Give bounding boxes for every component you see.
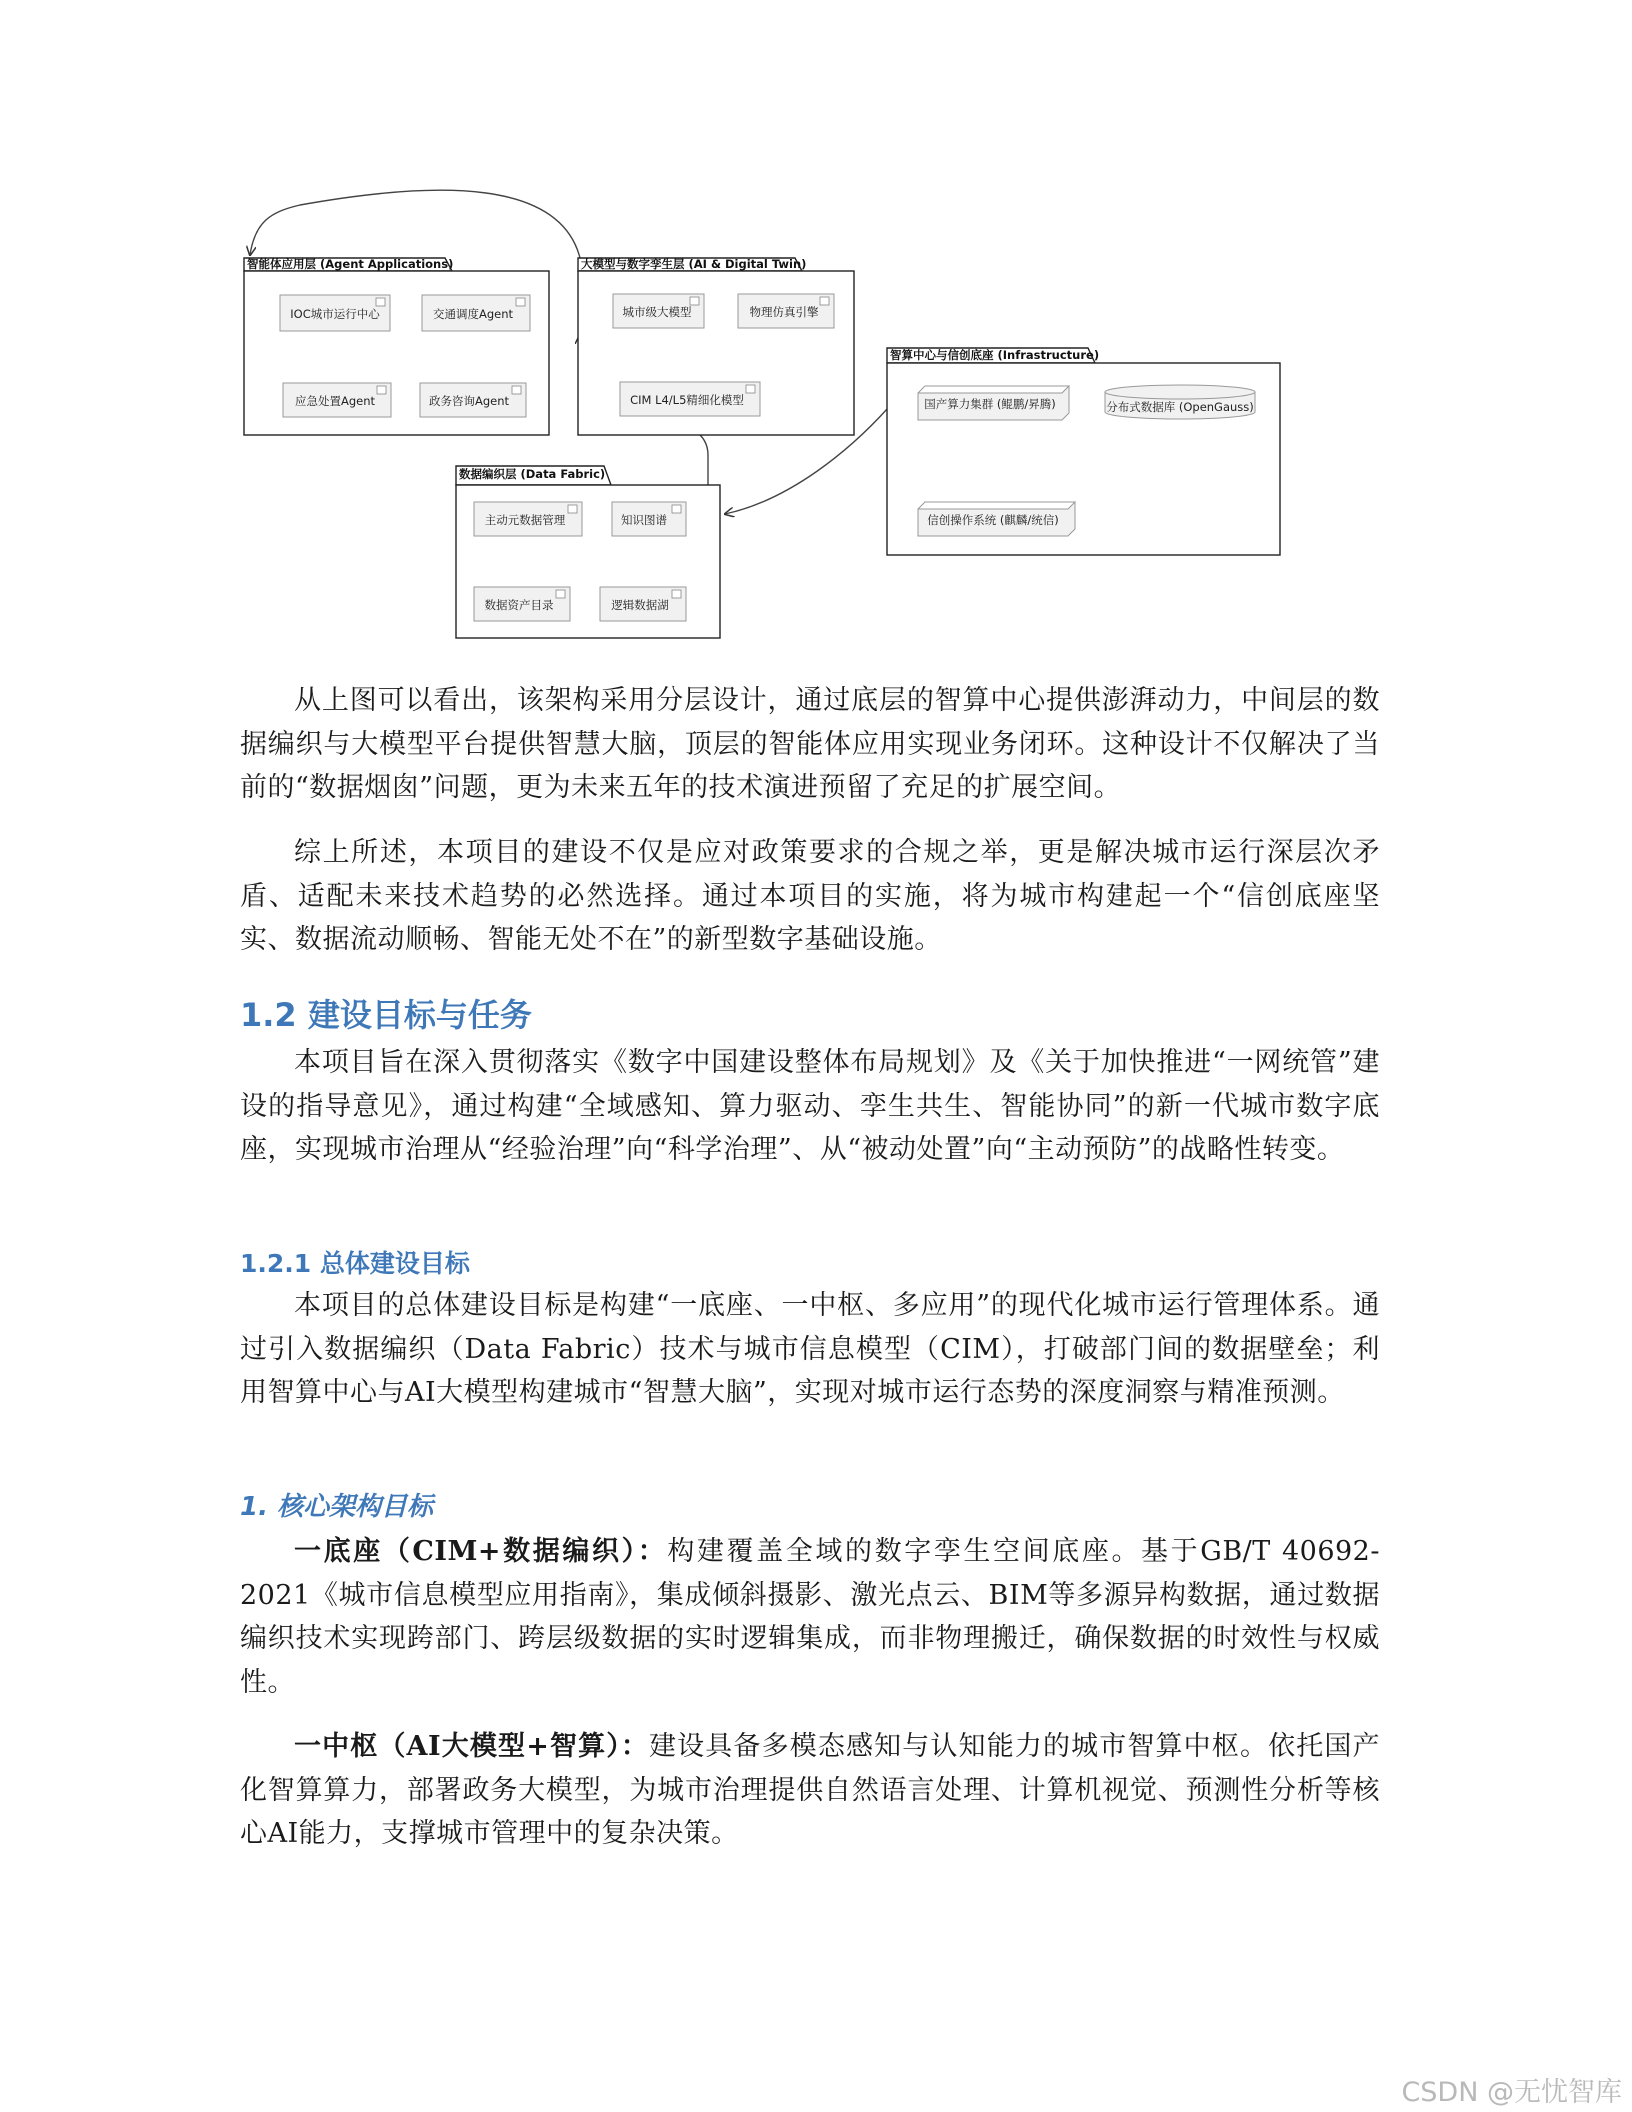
- paragraph-block: [240, 1041, 1380, 1172]
- component-box: [613, 294, 704, 328]
- package-ai-digital-twin: [578, 257, 854, 435]
- component-label: 数据资产目录: [484, 598, 554, 612]
- component-box: [612, 502, 686, 536]
- paragraph-lead: 一中枢（AI大模型+智算）：: [294, 1731, 650, 1762]
- component-label: IOC城市运行中心: [290, 307, 380, 321]
- component-label: 交通调度Agent: [432, 307, 514, 321]
- paragraph-conclusion: 综上所述，本项目的建设不仅是应对政策要求的合规之举，更是解决城市运行深层次矛盾、适配未来技术趋势的必然选择。通过本项目的实施，将为城市构建起一个“信创底座坚实、数据流动顺畅、智能无处不在”的新型数字基础设施。: [240, 837, 1380, 955]
- component-label: 国产算力集群 (鲲鹏/昇腾): [924, 397, 1056, 411]
- component-label: 逻辑数据湖: [611, 598, 669, 612]
- component-box: [283, 383, 391, 417]
- paragraph-body: 构建覆盖全域的数字孪生空间底座。基于GB/T 40692-2021《城市信息模型应用指南》，集成倾斜摄影、激光点云、BIM等多源异构数据，通过数据编织技术实现跨部门、跨层级数据的实时逻辑集成，而非物理搬迁，确保数据的时效性与权威性。: [240, 1536, 1380, 1698]
- paragraph-lead: 一底座（CIM+数据编织）：: [294, 1536, 668, 1567]
- paragraph-diagram-summary: 从上图可以看出，该架构采用分层设计，通过底层的智算中心提供澎湃动力，中间层的数据编织与大模型平台提供智慧大脑，顶层的智能体应用实现业务闭环。这种设计不仅解决了当前的“数据烟囱”问题，更为未来五年的技术演进预留了充足的扩展空间。: [240, 685, 1380, 803]
- watermark: CSDN @无忧智库: [1401, 2077, 1622, 2108]
- architecture-diagram: [0, 0, 1632, 660]
- component-box: [600, 587, 686, 621]
- package-data-fabric: [456, 466, 720, 638]
- component-label: 政务咨询Agent: [428, 394, 510, 408]
- component-label: 城市级大模型: [622, 305, 692, 319]
- component-box: [738, 294, 834, 328]
- component-box: [474, 587, 570, 621]
- subsubsection-heading: 1. 核心架构目标: [240, 1492, 434, 1522]
- component-label: 应急处置Agent: [294, 394, 376, 408]
- paragraph-block: [240, 1284, 1380, 1415]
- component-box: [620, 382, 760, 416]
- component-label: CIM L4/L5精细化模型: [630, 393, 744, 407]
- package-agent-applications: [244, 257, 549, 435]
- paragraph-block: [240, 831, 1380, 962]
- section-heading: 1.2 建设目标与任务: [240, 996, 532, 1034]
- connector-twin-to-agent: [250, 190, 580, 258]
- paragraph-block: [240, 1725, 1380, 1856]
- package-title: 智能体应用层 (Agent Applications): [247, 257, 454, 271]
- component-box: [280, 295, 390, 331]
- database-cylinder: [1105, 385, 1255, 419]
- paragraph-section-intro: 本项目旨在深入贯彻落实《数字中国建设整体布局规划》及《关于加快推进“一网统管”建设的指导意见》，通过构建“全域感知、算力驱动、孪生共生、智能协同”的新一代城市数字底座，实现城市治理从“经验治理”向“科学治理”、从“被动处置”向“主动预防”的战略性转变。: [240, 1047, 1380, 1165]
- component-box: [420, 383, 526, 417]
- package-title: 智算中心与信创底座 (Infrastructure): [890, 348, 1100, 362]
- paragraph-block: [240, 679, 1380, 810]
- component-box: [474, 502, 582, 536]
- paragraph-hub: [240, 1725, 1380, 1856]
- component-label: 分布式数据库 (OpenGauss): [1106, 400, 1254, 414]
- component-label: 主动元数据管理: [484, 513, 566, 527]
- package-title: 数据编织层 (Data Fabric): [459, 467, 606, 481]
- paragraph-block: [240, 1530, 1380, 1704]
- package-title: 大模型与数字孪生层 (AI & Digital Twin): [581, 257, 807, 271]
- paragraph-body: 建设具备多模态感知与认知能力的城市智算中枢。依托国产化智算算力，部署政务大模型，为城市治理提供自然语言处理、计算机视觉、预测性分析等核心AI能力，支撑城市管理中的复杂决策。: [240, 1731, 1380, 1849]
- component-label: 信创操作系统 (麒麟/统信): [927, 513, 1059, 527]
- paragraph-overall-goal: 本项目的总体建设目标是构建“一底座、一中枢、多应用”的现代化城市运行管理体系。通过引入数据编织（Data Fabric）技术与城市信息模型（CIM），打破部门间的数据壁垒；利用智算中心与AI大模型构建城市“智慧大脑”，实现对城市运行态势的深度洞察与精准预测。: [240, 1290, 1380, 1408]
- paragraph-base: [240, 1530, 1380, 1704]
- component-label: 物理仿真引擎: [749, 305, 819, 319]
- component-box: [422, 295, 530, 331]
- component-label: 知识图谱: [621, 513, 667, 527]
- package-infrastructure: [887, 348, 1280, 555]
- subsection-heading: 1.2.1 总体建设目标: [240, 1249, 470, 1278]
